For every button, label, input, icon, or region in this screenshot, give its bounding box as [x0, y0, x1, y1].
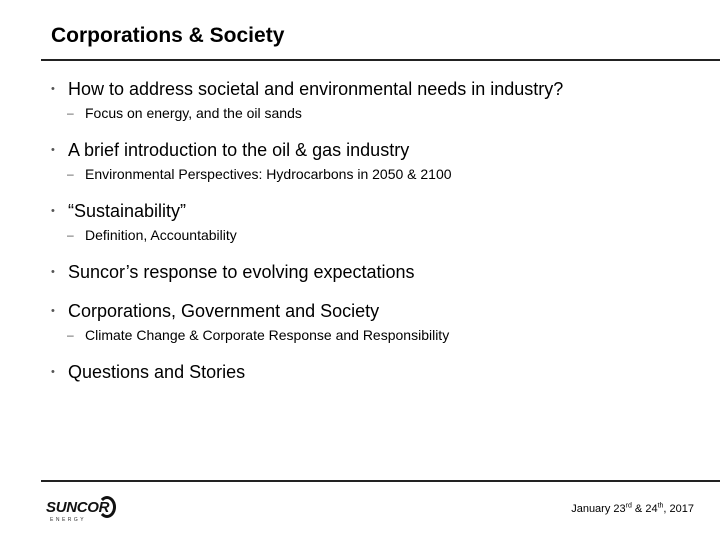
footer-date — [571, 503, 694, 515]
title-divider — [41, 59, 720, 61]
slide-title: Corporations & Society — [51, 24, 285, 47]
date-sup-1: rd — [625, 502, 632, 510]
bullet-text: A brief introduction to the oil & gas industry — [68, 140, 410, 160]
bullet-level-1 — [51, 261, 711, 283]
bullet-dot-icon: • — [51, 205, 55, 217]
bullet-text: Suncor’s response to evolving expectations — [68, 262, 415, 282]
bullet-item — [51, 361, 711, 383]
footer-divider — [41, 480, 720, 482]
logo-arc-icon — [98, 496, 116, 518]
sub-bullet-dash-icon: – — [67, 328, 74, 342]
date-part-1: January 23 — [571, 503, 626, 515]
bullet-level-1 — [51, 361, 711, 383]
bullet-dot-icon: • — [51, 266, 55, 278]
bullet-level-1 — [51, 78, 711, 100]
sub-bullet — [51, 226, 711, 244]
bullet-text: How to address societal and environmental needs in industry? — [68, 79, 564, 99]
bullet-level-1 — [51, 300, 711, 322]
logo-wordmark: SUNCOR — [46, 499, 110, 516]
bullet-dot-icon: • — [51, 83, 55, 95]
suncor-logo — [46, 492, 118, 528]
bullet-item — [51, 261, 711, 283]
bullet-text: Corporations, Government and Society — [68, 301, 380, 321]
bullet-text: Questions and Stories — [68, 362, 246, 382]
bullet-dot-icon: • — [51, 366, 55, 378]
date-part-2: & 24 — [631, 503, 658, 515]
sub-bullet-text: Climate Change & Corporate Response and Responsibility — [85, 327, 450, 343]
bullet-text: “Sustainability” — [68, 201, 187, 221]
sub-bullet-dash-icon: – — [67, 167, 74, 181]
sub-bullet-dash-icon: – — [67, 106, 74, 120]
bullet-level-1 — [51, 200, 711, 222]
date-sup-2: th — [657, 502, 664, 510]
sub-bullet — [51, 165, 711, 183]
bullet-item — [51, 300, 711, 344]
bullet-dot-icon: • — [51, 305, 55, 317]
sub-bullet — [51, 104, 711, 122]
sub-bullet-text: Definition, Accountability — [85, 227, 237, 243]
bullet-item — [51, 200, 711, 244]
bullet-dot-icon: • — [51, 144, 55, 156]
bullet-item — [51, 78, 711, 122]
sub-bullet — [51, 326, 711, 344]
sub-bullet-dash-icon: – — [67, 228, 74, 242]
sub-bullet-text: Focus on energy, and the oil sands — [85, 105, 302, 121]
bullet-list — [51, 78, 711, 383]
logo-subtext: ENERGY — [50, 517, 87, 523]
bullet-level-1 — [51, 139, 711, 161]
sub-bullet-text: Environmental Perspectives: Hydrocarbons in 2050 & 2100 — [85, 166, 452, 182]
bullet-item — [51, 139, 711, 183]
date-part-3: , 2017 — [663, 503, 694, 515]
